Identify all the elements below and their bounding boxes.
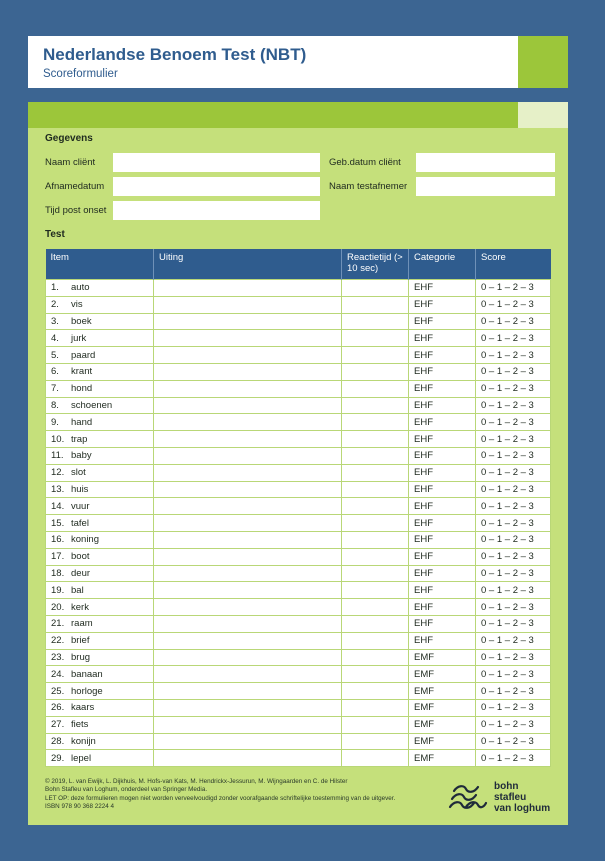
item-word: raam: [71, 618, 93, 630]
item-number: 20.: [51, 601, 65, 613]
table-row: [46, 599, 551, 616]
item-word: slot: [71, 467, 86, 479]
table-row: [46, 380, 551, 397]
item-word: jurk: [71, 332, 87, 344]
table-row: [46, 363, 551, 380]
item-cell: [46, 582, 154, 599]
score-cell[interactable]: 0 – 1 – 2 – 3: [476, 582, 551, 599]
item-cell: [46, 683, 154, 700]
categorie-cell: EHF: [409, 363, 476, 380]
uiting-cell[interactable]: [154, 380, 342, 397]
item-number: 27.: [51, 719, 65, 731]
uiting-cell[interactable]: [154, 347, 342, 364]
reactietijd-cell[interactable]: [342, 347, 409, 364]
item-number: 15.: [51, 517, 65, 529]
uiting-cell[interactable]: [154, 414, 342, 431]
score-cell[interactable]: 0 – 1 – 2 – 3: [476, 750, 551, 767]
categorie-cell: EHF: [409, 582, 476, 599]
table-row: [46, 649, 551, 666]
categorie-cell: EHF: [409, 280, 476, 297]
reactietijd-cell[interactable]: [342, 498, 409, 515]
item-cell: [46, 498, 154, 515]
reactietijd-cell[interactable]: [342, 683, 409, 700]
table-row: [46, 481, 551, 498]
score-cell[interactable]: 0 – 1 – 2 – 3: [476, 733, 551, 750]
table-row: [46, 666, 551, 683]
naam-testafnemer-input[interactable]: [416, 177, 555, 196]
reactietijd-cell[interactable]: [342, 649, 409, 666]
footer-copyright: © 2019, L. van Ewijk, L. Dijkhuis, M. Hofs-van Kats, M. Hendrickx-Jessurun, M. Wijngaarden en C. de Hilster: [45, 778, 348, 785]
item-number: 9.: [51, 416, 59, 428]
table-body: [46, 280, 551, 767]
score-cell[interactable]: 0 – 1 – 2 – 3: [476, 548, 551, 565]
table-row: [46, 431, 551, 448]
reactietijd-cell[interactable]: [342, 582, 409, 599]
score-cell[interactable]: 0 – 1 – 2 – 3: [476, 716, 551, 733]
footer-publisher: Bohn Stafleu van Loghum, onderdeel van Springer Media.: [45, 786, 208, 794]
item-number: 21.: [51, 618, 65, 630]
item-cell: [46, 548, 154, 565]
uiting-cell[interactable]: [154, 397, 342, 414]
item-number: 13.: [51, 483, 65, 495]
score-cell[interactable]: 0 – 1 – 2 – 3: [476, 683, 551, 700]
logo-line-1: bohn: [494, 781, 519, 792]
categorie-cell: EHF: [409, 599, 476, 616]
categorie-cell: EHF: [409, 481, 476, 498]
uiting-cell[interactable]: [154, 632, 342, 649]
column-header-uiting: Uiting: [154, 249, 342, 280]
uiting-cell[interactable]: [154, 313, 342, 330]
form-header: [28, 36, 518, 88]
table-row: [46, 397, 551, 414]
item-word: tafel: [71, 517, 89, 529]
item-number: 24.: [51, 668, 65, 680]
uiting-cell[interactable]: [154, 733, 342, 750]
categorie-cell: EHF: [409, 498, 476, 515]
item-word: hond: [71, 383, 93, 395]
item-number: 28.: [51, 735, 65, 747]
item-cell: [46, 750, 154, 767]
item-number: 5.: [51, 349, 59, 361]
uiting-cell[interactable]: [154, 582, 342, 599]
accent-band-light: [518, 102, 568, 128]
item-number: 7.: [51, 383, 59, 395]
table-row: [46, 716, 551, 733]
reactietijd-cell[interactable]: [342, 699, 409, 716]
item-number: 14.: [51, 500, 65, 512]
uiting-cell[interactable]: [154, 498, 342, 515]
item-word: konijn: [71, 735, 96, 747]
item-cell: [46, 431, 154, 448]
categorie-cell: EHF: [409, 397, 476, 414]
categorie-cell: EMF: [409, 666, 476, 683]
label-naam-testafnemer: Naam testafnemer: [329, 181, 408, 192]
item-word: vuur: [71, 500, 90, 512]
table-row: [46, 464, 551, 481]
item-number: 11.: [51, 450, 64, 462]
score-cell[interactable]: 0 – 1 – 2 – 3: [476, 481, 551, 498]
score-cell[interactable]: 0 – 1 – 2 – 3: [476, 515, 551, 532]
item-word: krant: [71, 366, 93, 378]
footer-credits: [45, 778, 395, 812]
reactietijd-cell[interactable]: [342, 548, 409, 565]
reactietijd-cell[interactable]: [342, 599, 409, 616]
reactietijd-cell[interactable]: [342, 363, 409, 380]
uiting-cell[interactable]: [154, 565, 342, 582]
reactietijd-cell[interactable]: [342, 733, 409, 750]
item-word: deur: [71, 567, 91, 579]
column-header-categorie: Categorie: [409, 249, 476, 280]
categorie-cell: EHF: [409, 431, 476, 448]
table-row: [46, 280, 551, 297]
item-word: hand: [71, 416, 93, 428]
categorie-cell: EHF: [409, 330, 476, 347]
table-row: [46, 498, 551, 515]
uiting-cell[interactable]: [154, 548, 342, 565]
item-cell: [46, 531, 154, 548]
uiting-cell[interactable]: [154, 447, 342, 464]
item-word: kaars: [71, 702, 95, 714]
column-header-reactietijd: Reactietijd (> 10 sec): [342, 249, 409, 280]
score-form-sheet: [28, 36, 568, 825]
item-word: horloge: [71, 685, 103, 697]
table-row: [46, 582, 551, 599]
item-number: 10.: [51, 433, 65, 445]
item-word: boot: [71, 551, 90, 563]
score-cell[interactable]: 0 – 1 – 2 – 3: [476, 347, 551, 364]
footer-isbn: ISBN 978 90 368 2224 4: [45, 803, 114, 811]
score-cell[interactable]: 0 – 1 – 2 – 3: [476, 565, 551, 582]
item-word: fiets: [71, 719, 89, 731]
score-cell[interactable]: 0 – 1 – 2 – 3: [476, 615, 551, 632]
item-number: 23.: [51, 651, 65, 663]
uiting-cell[interactable]: [154, 431, 342, 448]
label-geb-datum: Geb.datum cliënt: [329, 157, 401, 168]
uiting-cell[interactable]: [154, 683, 342, 700]
item-cell: [46, 565, 154, 582]
reactietijd-cell[interactable]: [342, 313, 409, 330]
score-cell[interactable]: 0 – 1 – 2 – 3: [476, 397, 551, 414]
item-cell: [46, 515, 154, 532]
footer-notice: LET OP: deze formulieren mogen niet worden verveelvoudigd zonder voorafgaande schriftelijke toestemming van de uitgever.: [45, 794, 396, 802]
score-cell[interactable]: 0 – 1 – 2 – 3: [476, 363, 551, 380]
table-row: [46, 296, 551, 313]
table-row: [46, 615, 551, 632]
categorie-cell: EMF: [409, 649, 476, 666]
reactietijd-cell[interactable]: [342, 632, 409, 649]
item-cell: [46, 363, 154, 380]
item-word: auto: [71, 282, 90, 294]
table-row: [46, 683, 551, 700]
item-number: 3.: [51, 315, 59, 327]
item-cell: [46, 632, 154, 649]
score-cell[interactable]: 0 – 1 – 2 – 3: [476, 599, 551, 616]
item-word: baby: [71, 450, 92, 462]
score-cell[interactable]: 0 – 1 – 2 – 3: [476, 649, 551, 666]
categorie-cell: EMF: [409, 750, 476, 767]
reactietijd-cell[interactable]: [342, 750, 409, 767]
score-cell[interactable]: 0 – 1 – 2 – 3: [476, 296, 551, 313]
table-row: [46, 531, 551, 548]
reactietijd-cell[interactable]: [342, 464, 409, 481]
item-cell: [46, 481, 154, 498]
categorie-cell: EHF: [409, 548, 476, 565]
label-naam-client: Naam cliënt: [45, 157, 96, 168]
uiting-cell[interactable]: [154, 666, 342, 683]
item-cell: [46, 280, 154, 297]
reactietijd-cell[interactable]: [342, 296, 409, 313]
section-title-gegevens: Gegevens: [45, 133, 93, 144]
score-cell[interactable]: 0 – 1 – 2 – 3: [476, 666, 551, 683]
logo-line-3: van loghum: [494, 803, 551, 814]
item-word: huis: [71, 483, 89, 495]
item-cell: [46, 313, 154, 330]
item-cell: [46, 414, 154, 431]
reactietijd-cell[interactable]: [342, 447, 409, 464]
item-cell: [46, 447, 154, 464]
categorie-cell: EHF: [409, 414, 476, 431]
item-number: 29.: [51, 752, 65, 764]
table-row: [46, 313, 551, 330]
publisher-logo-icon: [448, 781, 488, 815]
score-cell[interactable]: 0 – 1 – 2 – 3: [476, 531, 551, 548]
page-subtitle: Scoreformulier: [43, 68, 118, 80]
uiting-cell[interactable]: [154, 464, 342, 481]
reactietijd-cell[interactable]: [342, 531, 409, 548]
item-number: 8.: [51, 399, 59, 411]
item-word: schoenen: [71, 399, 113, 411]
item-number: 12.: [51, 467, 65, 479]
uiting-cell[interactable]: [154, 330, 342, 347]
header-accent-block: [518, 36, 568, 88]
item-cell: [46, 380, 154, 397]
score-cell[interactable]: 0 – 1 – 2 – 3: [476, 280, 551, 297]
item-word: brief: [71, 635, 90, 647]
score-cell[interactable]: 0 – 1 – 2 – 3: [476, 431, 551, 448]
item-word: brug: [71, 651, 91, 663]
uiting-cell[interactable]: [154, 363, 342, 380]
score-cell[interactable]: 0 – 1 – 2 – 3: [476, 498, 551, 515]
reactietijd-cell[interactable]: [342, 716, 409, 733]
categorie-cell: EHF: [409, 632, 476, 649]
divider-band: [28, 88, 568, 102]
geb-datum-input[interactable]: [416, 153, 555, 172]
item-cell: [46, 347, 154, 364]
item-number: 16.: [51, 534, 65, 546]
table-row: [46, 414, 551, 431]
categorie-cell: EHF: [409, 296, 476, 313]
table-row: [46, 447, 551, 464]
categorie-cell: EMF: [409, 716, 476, 733]
uiting-cell[interactable]: [154, 296, 342, 313]
categorie-cell: EHF: [409, 380, 476, 397]
uiting-cell[interactable]: [154, 615, 342, 632]
tijd-post-onset-input[interactable]: [113, 201, 320, 220]
reactietijd-cell[interactable]: [342, 330, 409, 347]
item-word: kerk: [71, 601, 89, 613]
uiting-cell[interactable]: [154, 280, 342, 297]
table-row: [46, 733, 551, 750]
item-number: 2.: [51, 299, 59, 311]
reactietijd-cell[interactable]: [342, 565, 409, 582]
item-number: 17.: [51, 551, 65, 563]
item-number: 6.: [51, 366, 59, 378]
reactietijd-cell[interactable]: [342, 397, 409, 414]
score-cell[interactable]: 0 – 1 – 2 – 3: [476, 330, 551, 347]
uiting-cell[interactable]: [154, 481, 342, 498]
item-word: paard: [71, 349, 96, 361]
item-word: banaan: [71, 668, 103, 680]
item-number: 1.: [51, 282, 59, 294]
categorie-cell: EHF: [409, 565, 476, 582]
publisher-logo-wordmark: [494, 781, 550, 814]
accent-band: [28, 102, 518, 128]
reactietijd-cell[interactable]: [342, 431, 409, 448]
table-row: [46, 750, 551, 767]
naam-client-input[interactable]: [113, 153, 320, 172]
uiting-cell[interactable]: [154, 716, 342, 733]
categorie-cell: EMF: [409, 683, 476, 700]
item-number: 26.: [51, 702, 65, 714]
publisher-logo: [448, 781, 558, 817]
table-row: [46, 632, 551, 649]
score-cell[interactable]: 0 – 1 – 2 – 3: [476, 464, 551, 481]
uiting-cell[interactable]: [154, 649, 342, 666]
reactietijd-cell[interactable]: [342, 380, 409, 397]
reactietijd-cell[interactable]: [342, 481, 409, 498]
uiting-cell[interactable]: [154, 599, 342, 616]
column-header-item: Item: [46, 249, 154, 280]
categorie-cell: EHF: [409, 313, 476, 330]
item-number: 25.: [51, 685, 65, 697]
categorie-cell: EHF: [409, 447, 476, 464]
item-number: 19.: [51, 584, 65, 596]
item-word: vis: [71, 299, 83, 311]
reactietijd-cell[interactable]: [342, 615, 409, 632]
item-cell: [46, 649, 154, 666]
reactietijd-cell[interactable]: [342, 414, 409, 431]
table-row: [46, 347, 551, 364]
reactietijd-cell[interactable]: [342, 280, 409, 297]
item-cell: [46, 733, 154, 750]
score-cell[interactable]: 0 – 1 – 2 – 3: [476, 447, 551, 464]
uiting-cell[interactable]: [154, 515, 342, 532]
afnamedatum-input[interactable]: [113, 177, 320, 196]
item-word: trap: [71, 433, 88, 445]
table-row: [46, 565, 551, 582]
item-number: 22.: [51, 635, 65, 647]
reactietijd-cell[interactable]: [342, 666, 409, 683]
item-cell: [46, 397, 154, 414]
item-cell: [46, 464, 154, 481]
item-cell: [46, 615, 154, 632]
item-word: boek: [71, 315, 92, 327]
categorie-cell: EHF: [409, 515, 476, 532]
item-word: koning: [71, 534, 99, 546]
item-cell: [46, 330, 154, 347]
logo-line-2: stafleu: [494, 792, 527, 803]
table-row: [46, 515, 551, 532]
categorie-cell: EHF: [409, 615, 476, 632]
item-number: 18.: [51, 567, 65, 579]
categorie-cell: EHF: [409, 531, 476, 548]
table-header-row: [46, 249, 551, 280]
score-table: [45, 249, 551, 767]
categorie-cell: EMF: [409, 699, 476, 716]
uiting-cell[interactable]: [154, 531, 342, 548]
page-title: Nederlandse Benoem Test (NBT): [43, 45, 307, 64]
reactietijd-cell[interactable]: [342, 515, 409, 532]
item-cell: [46, 716, 154, 733]
item-cell: [46, 599, 154, 616]
item-number: 4.: [51, 332, 59, 344]
categorie-cell: EMF: [409, 733, 476, 750]
section-title-test: Test: [45, 229, 65, 240]
item-cell: [46, 666, 154, 683]
score-cell[interactable]: 0 – 1 – 2 – 3: [476, 380, 551, 397]
categorie-cell: EHF: [409, 464, 476, 481]
label-afnamedatum: Afnamedatum: [45, 181, 105, 192]
uiting-cell[interactable]: [154, 750, 342, 767]
score-cell[interactable]: 0 – 1 – 2 – 3: [476, 632, 551, 649]
label-tijd-post-onset: Tijd post onset: [45, 205, 107, 216]
score-cell[interactable]: 0 – 1 – 2 – 3: [476, 699, 551, 716]
uiting-cell[interactable]: [154, 699, 342, 716]
table-row: [46, 699, 551, 716]
item-cell: [46, 296, 154, 313]
table-row: [46, 330, 551, 347]
score-cell[interactable]: 0 – 1 – 2 – 3: [476, 313, 551, 330]
score-cell[interactable]: 0 – 1 – 2 – 3: [476, 414, 551, 431]
column-header-score: Score: [476, 249, 551, 280]
item-word: lepel: [71, 752, 92, 764]
item-word: bal: [71, 584, 84, 596]
item-cell: [46, 699, 154, 716]
categorie-cell: EHF: [409, 347, 476, 364]
table-row: [46, 548, 551, 565]
